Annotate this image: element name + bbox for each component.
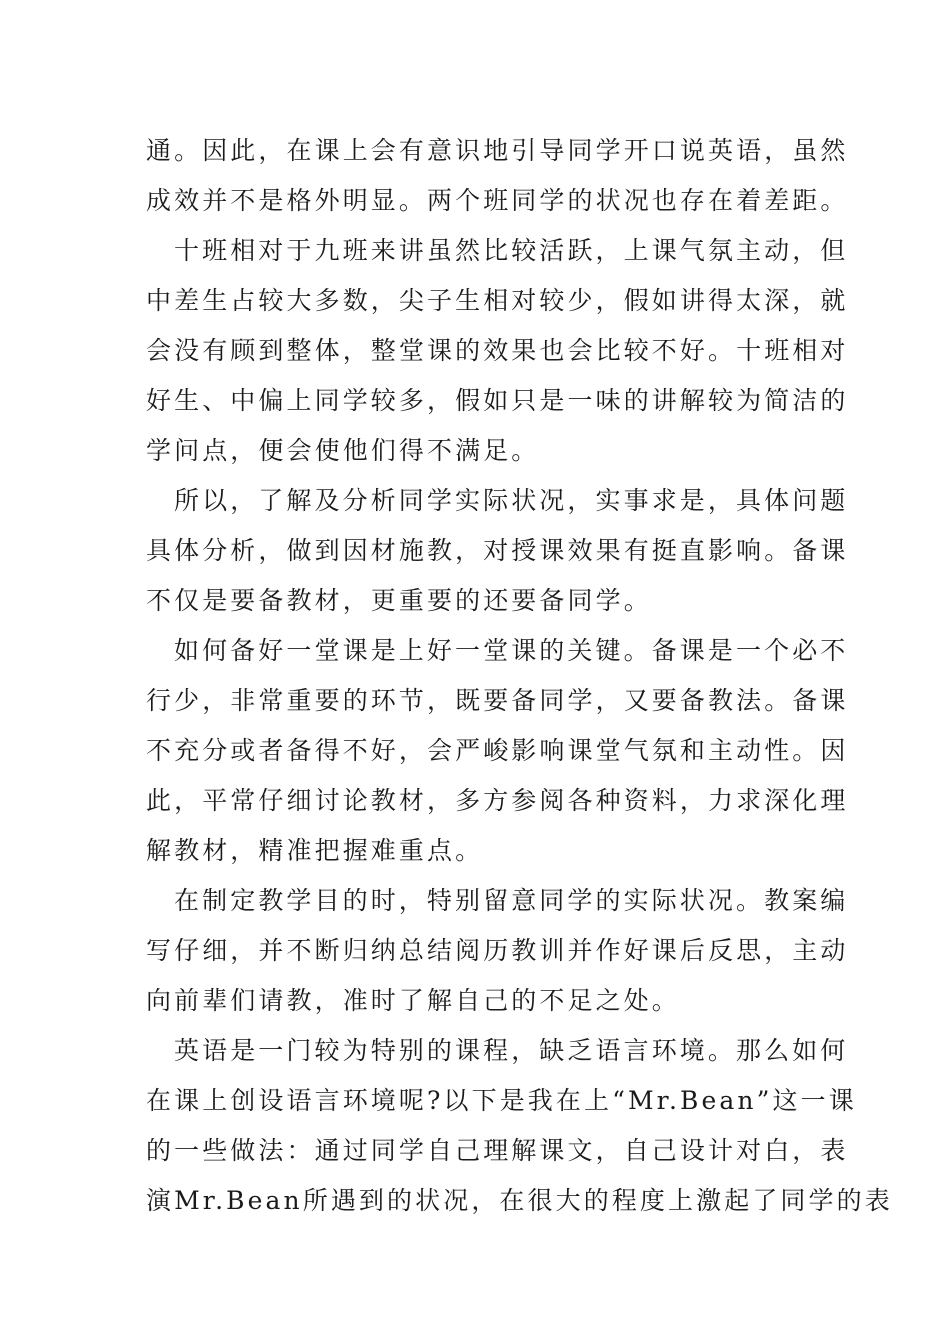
paragraph-first-line: 在制定教学目的时，特别留意同学的实际状况。教案编 (174, 886, 849, 915)
text-line: 成效并不是格外明显。两个班同学的状况也存在着差距。 (146, 186, 849, 215)
text-line: 会没有顾到整体，整堂课的效果也会比较不好。十班相对 (146, 336, 849, 365)
text-line: 行少，非常重要的环节，既要备同学，又要备教法。备课 (146, 686, 849, 715)
text-line: 写仔细，并不断归纳总结阅历教训并作好课后反思，主动 (146, 936, 849, 965)
text-line: 此，平常仔细讨论教材，多方参阅各种资料，力求深化理 (146, 786, 849, 815)
paragraph-first-line: 所以，了解及分析同学实际状况，实事求是，具体问题 (174, 486, 849, 515)
text-line: 中差生占较大多数，尖子生相对较少，假如讲得太深，就 (146, 286, 849, 315)
text-line: 通。因此，在课上会有意识地引导同学开口说英语，虽然 (146, 136, 849, 165)
text-line: 具体分析，做到因材施教，对授课效果有挺直影响。备课 (146, 536, 849, 565)
paragraph-last-line: 学问点，便会使他们得不满足。 (146, 436, 540, 465)
text-line: 在课上创设语言环境呢?以下是我在上“Mr.Bean”这一课 (146, 1086, 857, 1115)
paragraph-first-line: 十班相对于九班来讲虽然比较活跃，上课气氛主动，但 (174, 236, 849, 265)
text-line: 好生、中偏上同学较多，假如只是一味的讲解较为简洁的 (146, 386, 849, 415)
paragraph-last-line: 不仅是要备教材，更重要的还要备同学。 (146, 586, 652, 615)
body-text (146, 126, 893, 1226)
paragraph-first-line: 英语是一门较为特别的课程，缺乏语言环境。那么如何 (174, 1036, 849, 1065)
text-line: 不充分或者备得不好，会严峻影响课堂气氛和主动性。因 (146, 736, 849, 765)
text-line: 的一些做法：通过同学自己理解课文，自己设计对白，表 (146, 1136, 849, 1165)
text-line: 演Mr.Bean所遇到的状况，在很大的程度上激起了同学的表 (146, 1186, 893, 1215)
paragraph-first-line: 如何备好一堂课是上好一堂课的关键。备课是一个必不 (174, 636, 849, 665)
paragraph-last-line: 向前辈们请教，准时了解自己的不足之处。 (146, 986, 680, 1015)
paragraph-last-line: 解教材，精准把握难重点。 (146, 836, 484, 865)
